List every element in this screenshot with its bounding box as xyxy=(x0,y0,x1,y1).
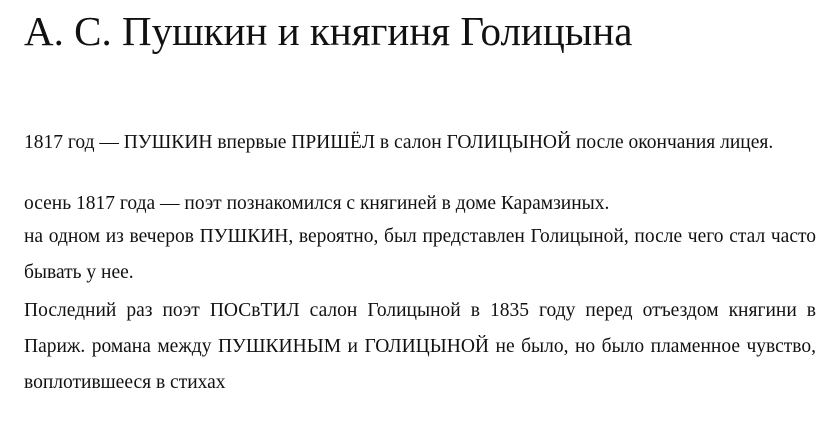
slide-title: А. С. Пушкин и княгиня Голицына xyxy=(24,8,633,54)
paragraph-1817-year: 1817 год — ПУШКИН впервые ПРИШЁЛ в салон ГОЛИЦЫНОЙ после окончания лицея. xyxy=(24,132,774,153)
paragraph-evening-introduction: на одном из вечеров ПУШКИН, вероятно, был представлен Голицыной, после чего стал часто бывать у нее. xyxy=(24,226,816,283)
slide-body xyxy=(24,128,816,401)
paragraph-autumn-1817: осень 1817 года — поэт познакомился с княгиней в доме Карамзиных. xyxy=(24,193,610,214)
paragraph-last-visit: Последний раз поэт ПОСвТИЛ салон Голицыной в 1835 году перед отъездом княгини в Париж. романа между ПУШКИНЫМ и ГОЛИЦЫНОЙ не было, но было пламенное чувство, воплотившееся в стихах xyxy=(24,300,816,393)
